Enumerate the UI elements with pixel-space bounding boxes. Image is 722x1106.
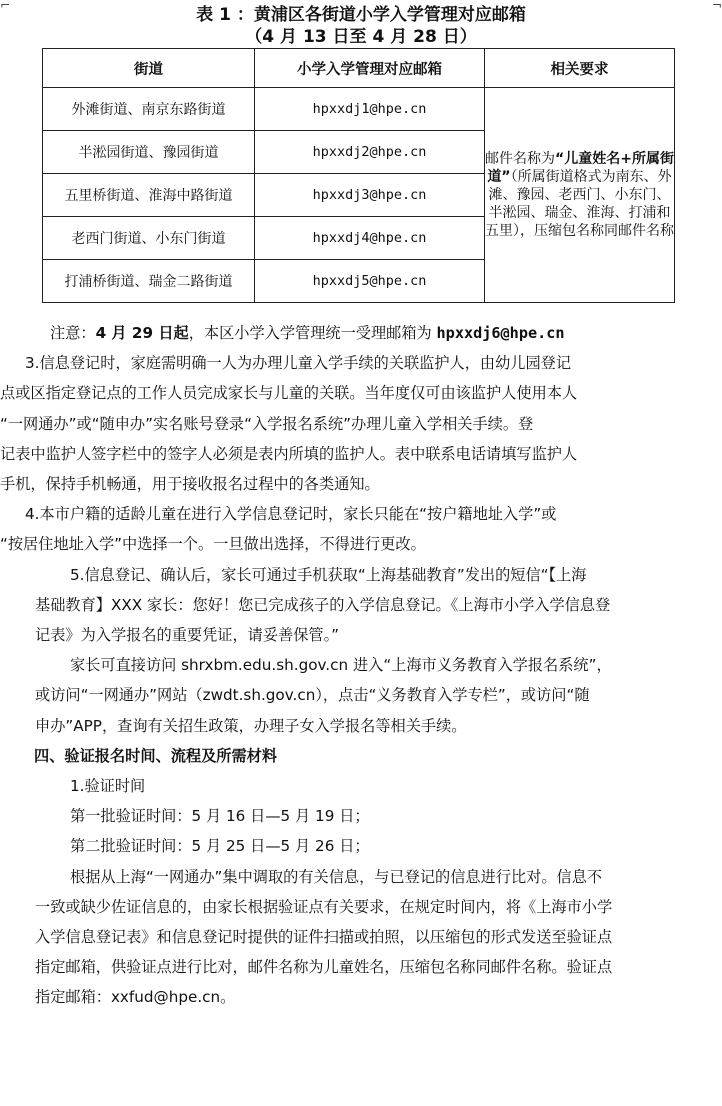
- subsection-heading: 1.验证时间: [70, 777, 146, 796]
- paragraph-line: 入学信息登记表》和信息登记时提供的证件扫描或拍照，以压缩包的形式发送至验证点: [35, 928, 613, 947]
- requirement-bold: “儿童姓名+所属街道”: [487, 151, 674, 185]
- mailbox-table: [42, 48, 675, 303]
- header-requirement: 相关要求: [485, 49, 675, 88]
- street-cell: 外滩街道、南京东路街道: [43, 88, 255, 131]
- paragraph-line: “一网通办”或“随申办”实名账号登录“入学报名系统”办理儿童入学相关手续。登: [0, 414, 534, 433]
- street-cell: 老西门街道、小东门街道: [43, 217, 255, 260]
- street-cell: 五里桥街道、淮海中路街道: [43, 174, 255, 217]
- paragraph-line: 3.信息登记时，家庭需明确一人为办理儿童入学手续的关联监护人，由幼儿园登记: [25, 354, 572, 373]
- paragraph-line: 记表》为入学报名的重要凭证，请妥善保管。”: [35, 626, 340, 645]
- paragraph-line: 基础教育】XXX 家长：您好！您已完成孩子的入学信息登记。《上海市小学入学信息登: [35, 595, 611, 614]
- paragraph-line: 申办”APP，查询有关招生政策，办理子女入学报名等相关手续。: [35, 716, 467, 735]
- batch-line: 第二批验证时间：5 月 25 日—5 月 26 日；: [70, 837, 370, 856]
- crop-mark-right: ¬: [711, 0, 722, 12]
- paragraph-line: “按居住地址入学”中选择一个。一旦做出选择，不得进行更改。: [0, 535, 426, 554]
- paragraph-line: 4.本市户籍的适龄儿童在进行入学信息登记时，家长只能在“按户籍地址入学”或: [25, 505, 557, 524]
- paragraph-line: 5.信息登记、确认后，家长可通过手机获取“上海基础教育”发出的短信“【上海: [70, 565, 587, 584]
- table-row: [43, 88, 675, 131]
- paragraph-line: 指定邮箱，供验证点进行比对，邮件名称为儿童姓名，压缩包名称同邮件名称。验证点: [35, 958, 613, 977]
- paragraph-line: 根据从上海“一网通办”集中调取的有关信息，与已登记的信息进行比对。信息不: [70, 867, 603, 886]
- table-header-row: [43, 49, 675, 88]
- street-cell: 半淞园街道、豫园街道: [43, 131, 255, 174]
- paragraph-line: 点或区指定登记点的工作人员完成家长与儿童的关联。当年度仅可由该监护人使用本人: [0, 384, 578, 403]
- section-heading: 四、验证报名时间、流程及所需材料: [34, 746, 277, 765]
- email-cell: hpxxdj2@hpe.cn: [255, 131, 485, 174]
- batch-line: 第一批验证时间：5 月 16 日—5 月 19 日；: [70, 807, 370, 826]
- email-cell: hpxxdj4@hpe.cn: [255, 217, 485, 260]
- paragraph-line: 手机，保持手机畅通，用于接收报名过程中的各类通知。: [0, 475, 380, 494]
- header-street: 街道: [43, 49, 255, 88]
- paragraph-line: 记表中监护人签字栏中的签字人必须是表内所填的监护人。表中联系电话请填写监护人: [0, 444, 578, 463]
- table-title: 表 1 ：黄浦区各街道小学入学管理对应邮箱: [196, 5, 526, 25]
- body-text: [0, 318, 722, 1013]
- requirement-rest: （所属街道格式为南东、外滩、豫园、老西门、小东门、半淞园、瑞金、淮海、打浦和五里），压缩包名称同邮件名称: [485, 169, 674, 239]
- note-prefix: 注意：: [50, 324, 96, 342]
- requirement-cell: [485, 88, 675, 303]
- paragraph-line: 或访问“一网通办”网站（zwdt.sh.gov.cn），点击“义务教育入学专栏”，或访问“随: [35, 686, 590, 705]
- paragraph-line: 指定邮箱：xxfud@hpe.cn。: [35, 988, 236, 1007]
- header-email: 小学入学管理对应邮箱: [255, 49, 485, 88]
- email-cell: hpxxdj3@hpe.cn: [255, 174, 485, 217]
- note-middle: ，本区小学入学管理统一受理邮箱为: [188, 324, 437, 342]
- street-cell: 打浦桥街道、瑞金二路街道: [43, 260, 255, 303]
- note-line: [0, 318, 722, 348]
- note-date: 4 月 29 日起: [95, 324, 189, 342]
- paragraph-line: 一致或缺少佐证信息的，由家长根据验证点有关要求，在规定时间内，将《上海市小学: [35, 897, 613, 916]
- requirement-prefix: 邮件名称为: [485, 151, 556, 167]
- email-cell: hpxxdj5@hpe.cn: [255, 260, 485, 303]
- paragraph-line: 家长可直接访问 shrxbm.edu.sh.gov.cn 进入“上海市义务教育入学报名系统”，: [70, 656, 612, 675]
- crop-mark-left: ⌐: [0, 0, 11, 12]
- note-email: hpxxdj6@hpe.cn: [436, 324, 565, 342]
- email-cell: hpxxdj1@hpe.cn: [255, 88, 485, 131]
- table-subtitle: （4 月 13 日至 4 月 28 日）: [245, 27, 477, 47]
